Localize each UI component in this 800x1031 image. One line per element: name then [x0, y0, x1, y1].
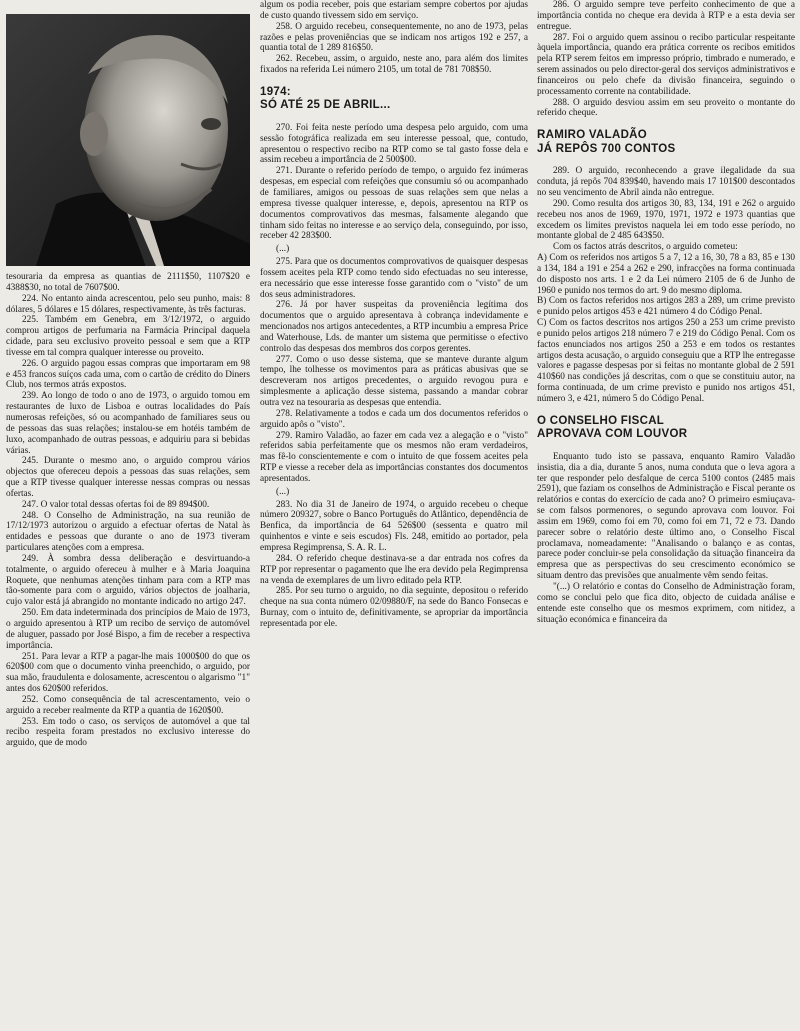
paragraph: 275. Para que os documentos comprovativos de quaisquer despesas fossem aceites pela RTP como tendo sido efectuadas no seu interesse, era necessário que esse interesse fosse garantido com o "visto" de um dos seus administradores.	[260, 257, 528, 300]
paragraph: 224. No entanto ainda acrescentou, pelo seu punho, mais: 8 dólares, 5 dólares e 15 dólares, respectivamente, às três facturas.	[6, 293, 250, 315]
paragraph: algum os podia receber, pois que estariam sempre cobertos por ajudas de custo quando tivessem sido em serviço.	[260, 0, 528, 21]
paragraph: 270. Foi feita neste período uma despesa pelo arguido, com uma sessão fotográfica realizada em seu interesse pessoal, que, contudo, apresentou o respectivo recibo na RTP como se tal gasto fosse dela e assim recebeu a importância de 2 500$00.	[260, 122, 528, 166]
ellipsis: (...)	[276, 244, 290, 255]
paragraph: 225. Também em Genebra, em 3/12/1972, o arguido comprou artigos de perfumaria na Farmácia Principal daquela cidade, para seu exclusivo proveito pessoal e sem que a RTP tivesse em tal compra qualquer interesse ou proveito.	[6, 315, 250, 358]
paragraph: A) Com os referidos nos artigos 5 a 7, 12 a 16, 30, 78 a 83, 85 e 130 a 134, 184 a 191 e 254 a 262 e 290, infracções na forma continuada do disposto nos arts. 1 e 2 da Lei número 2105 de 6 de Junho de 1960 e punido nos termos do art. 9 do mesmo diploma.	[537, 253, 795, 296]
column-3	[537, 0, 795, 625]
paragraph: 276. Já por haver suspeitas da proveniência legítima dos documentos que o arguido apresentava à cobrança indevidamente e mencionados nos artigos antecedentes, a RTP incumbiu a empresa Price and Waterhouse, Lds. de manter um sistema que permitisse o efectivo controlo das despesas dos membros dos corpos gerentes.	[260, 300, 528, 354]
section-heading: 1974: SÓ ATÉ 25 DE ABRIL...	[260, 85, 391, 112]
paragraph: 250. Em data indeterminada dos princípios de Maio de 1973, o arguido apresentou à RTP um recibo de serviço de automóvel de aluguer, passado por José Bispo, a fim de receber a respectiva importância.	[6, 608, 250, 651]
portrait-photo	[6, 14, 250, 266]
paragraph: 289. O arguido, reconhecendo a grave ilegalidade da sua conduta, já repôs 704 839$40, havendo mais 17 101$00 descontados no seu vencimento de Abril ainda não entregue.	[537, 166, 795, 198]
paragraph: tesouraria da empresa as quantias de 2111$50, 1107$20 e 4388$30, no total de 7607$00.	[6, 272, 250, 293]
paragraph: 288. O arguido desviou assim em seu proveito o montante do referido cheque.	[537, 97, 795, 119]
column-2	[260, 0, 528, 630]
ellipsis: (...)	[276, 486, 290, 497]
paragraph: 277. Como o uso desse sistema, que se manteve durante algum tempo, lhe tolhesse os movimentos para as práticas abusivas que se descreveram nos artigos precedentes, o arguido revogou pura e simplesmente a aplicação desse sistema, passando a mandar cobrar outra vez na tesouraria as despesas que entendia.	[260, 354, 528, 408]
paragraph: 287. Foi o arguido quem assinou o recibo particular respeitante àquela importância, quando era prática corrente os recibos emitidos pela RTP serem feitos em impresso próprio, timbrado e numerado, e serem assinados ou pelo director-geral dos serviços administrativos e financeiros ou pelo chefe da divisão financeira, seguindo o processamento corrente na contabilidade.	[537, 32, 795, 97]
paragraph: 279. Ramiro Valadão, ao fazer em cada vez a alegação e o "visto" referidos sabia perfeitamente que os mesmos não eram verdadeiros, mas fê-lo conscientemente e com o intuito de que fossem aceites pela RTP e viesse a receber dela as importâncias constantes dos documentos apresentados.	[260, 430, 528, 484]
paragraph: Com os factos atrás descritos, o arguido cometeu:	[553, 242, 738, 253]
paragraph: 290. Como resulta dos artigos 30, 83, 134, 191 e 262 o arguido recebeu nos anos de 1969, 1970, 1971, 1972 e 1973 quantias que excedem os limites previstos naquela lei em todo esse período, no montante global de 2 485 643$50.	[537, 198, 795, 242]
paragraph: "(...) O relatório e contas do Conselho de Administração foram, como se conclui pelo que fica dito, objecto de cuidada análise e entende este conselho que os mesmos exprimem, com nitidez, a situação económica e financeira da	[537, 581, 795, 625]
paragraph: 253. Em todo o caso, os serviços de automóvel a que tal recibo respeita foram prestados no exclusivo interesse do arguido, que de modo	[6, 716, 250, 749]
paragraph: 249. À sombra dessa deliberação e desvirtuando-a totalmente, o arguido ofereceu à mulher e à Maria Joaquina Roquete, que nenhumas atenções tinham para com a RTP mas tão-somente para com o arguido, vários objectos de joalharia, cujo valor está já abrangido no montante indicado no artigo 247.	[6, 553, 250, 608]
paragraph: 258. O arguido recebeu, consequentemente, no ano de 1973, pelas razões e pelas proveniências que se indicam nos artigos 192 e 257, a quantia total de 1 289 816$50.	[260, 21, 528, 54]
paragraph: 245. Durante o mesmo ano, o arguido comprou vários objectos que ofereceu depois a pessoas das suas relações, sem que a RTP tivesse qualquer interesse nessas compras ou nessas ofertas.	[6, 456, 250, 499]
paragraph: 285. Por seu turno o arguido, no dia seguinte, depositou o referido cheque na sua conta número 02/09880/F, na sede do Banco Fonsecas e Burnay, com o intuito de, definitivamente, se apropriar da importância representada por ele.	[260, 586, 528, 629]
paragraph: 251. Para levar a RTP a pagar-lhe mais 1000$00 do que os 620$00 com que o documento vinha preenchido, o arguido, por sua mão, fraudulenta e dolosamente, acrescentou o algarismo "1" antes dos 620$00 referidos.	[6, 651, 250, 695]
paragraph: C) Com os factos descritos nos artigos 250 a 253 um crime previsto e punido pelos artigos 218 número 7 e 219 do Código Penal. Com os factos enunciados nos artigos 250 a 253 e em todos os restantes artigos desta acusação, o arguido conseguiu que a RTP lhe entregasse valores e pagasse despesas por si feitas no montante global de 2 591 410$60 nas condições já descritas, com o que se constituiu autor, na forma continuada, de um crime previsto e punido nos artigos 451, número 3, e 421, número 5 do Código Penal.	[537, 318, 795, 404]
paragraph: 284. O referido cheque destinava-se a dar entrada nos cofres da RTP por representar o pagamento que lhe era devido pela Regimprensa na venda de exemplares de um livro editado pela RTP.	[260, 553, 528, 586]
paragraph: 247. O valor total dessas ofertas foi de 89 894$00.	[22, 499, 210, 510]
paragraph: Enquanto tudo isto se passava, enquanto Ramiro Valadão insistia, dia a dia, durante 5 anos, numa conduta que o leva agora a ter que responder pelo desfalque de cerca 5100 contos (2485 mais 2591), que faziam os conselhos de Administração e Fiscal perante os relatórios e contas do exercício de cada ano? O primeiro esmiuçava-se com falsos pormenores, o segundo aprovava com louvor. Foi assim em 1969, como foi em 70, como foi em 71, 72 e 73. Dando parecer sobre o relatório deste último ano, o Conselho Fiscal proclamava, nomeadamente: "Analisando o balanço e as contas, parece poder concluir-se pela consolidação da situação financeira da empresa que as perspectivas do seu crescimento económico se situam dentro das previsões que anualmente vêm sendo feitas.	[537, 451, 795, 582]
paragraph: 248. O Conselho de Administração, na sua reunião de 17/12/1973 autorizou o arguido a efectuar ofertas de Natal às entidades e pessoas que durante o ano de 1973 tiveram particulares atenções com a empresa.	[6, 510, 250, 554]
paragraph: 226. O arguido pagou essas compras que importaram em 98 e 453 francos suíços cada uma, com o cartão de crédito do Diners Club, nos termos atrás expostos.	[6, 358, 250, 391]
paragraph: 252. Como consequência de tal acrescentamento, veio o arguido a receber realmente da RTP a quantia de 1620$00.	[6, 694, 250, 716]
paragraph: 286. O arguido sempre teve perfeito conhecimento de que a importância contida no cheque era devida à RTP e a esta devia ser entregue.	[537, 0, 795, 32]
paragraph: 262. Recebeu, assim, o arguido, neste ano, para além dos limites fixados na referida Lei número 2105, um total de 781 708$50.	[260, 54, 528, 76]
paragraph: 283. No dia 31 de Janeiro de 1974, o arguido recebeu o cheque número 209327, sobre o Banco Português do Atlântico, dependência de Benfica, da importância de 64 526$00 (sessenta e quatro mil quinhentos e vinte e seis escudos) Fls. 248, emitido ao portador, pela empresa Regimprensa, S. A. R. L.	[260, 499, 528, 553]
paragraph: 271. Durante o referido período de tempo, o arguido fez inúmeras despesas, em especial com refeições que consumiu só ou acompanhado de familiares, amigos ou pessoas de suas relações sem que nelas a empresa tivesse qualquer interesse, e, depois, apresentou na RTP os documentos comprovativos das mesmas, falsamente alegando que tinham sido feitas no interesse e ao serviço dela, conseguindo, por isso, receber 42 283$00.	[260, 166, 528, 242]
section-heading: RAMIRO VALADÃO JÁ REPÔS 700 CONTOS	[537, 129, 676, 155]
column-1	[6, 0, 250, 749]
section-heading: O CONSELHO FISCAL APROVAVA COM LOUVOR	[537, 414, 688, 441]
paragraph: 239. Ao longo de todo o ano de 1973, o arguido tomou em restaurantes de luxo de Lisboa e outras localidades do País numerosas refeições, só ou acompanhado de familiares seus ou de pessoas das suas relações; instalou-se em hotéis também de luxo, acompanhado de outras pessoas, e adquiriu para si bebidas várias.	[6, 391, 250, 456]
paragraph: 278. Relativamente a todos e cada um dos documentos referidos o arguido apôs o "visto".	[260, 408, 528, 430]
portrait-photo-icon	[6, 14, 250, 266]
paragraph: B) Com os factos referidos nos artigos 283 a 289, um crime previsto e punido pelos artigos 453 e 421 número 4 do Código Penal.	[537, 296, 795, 318]
